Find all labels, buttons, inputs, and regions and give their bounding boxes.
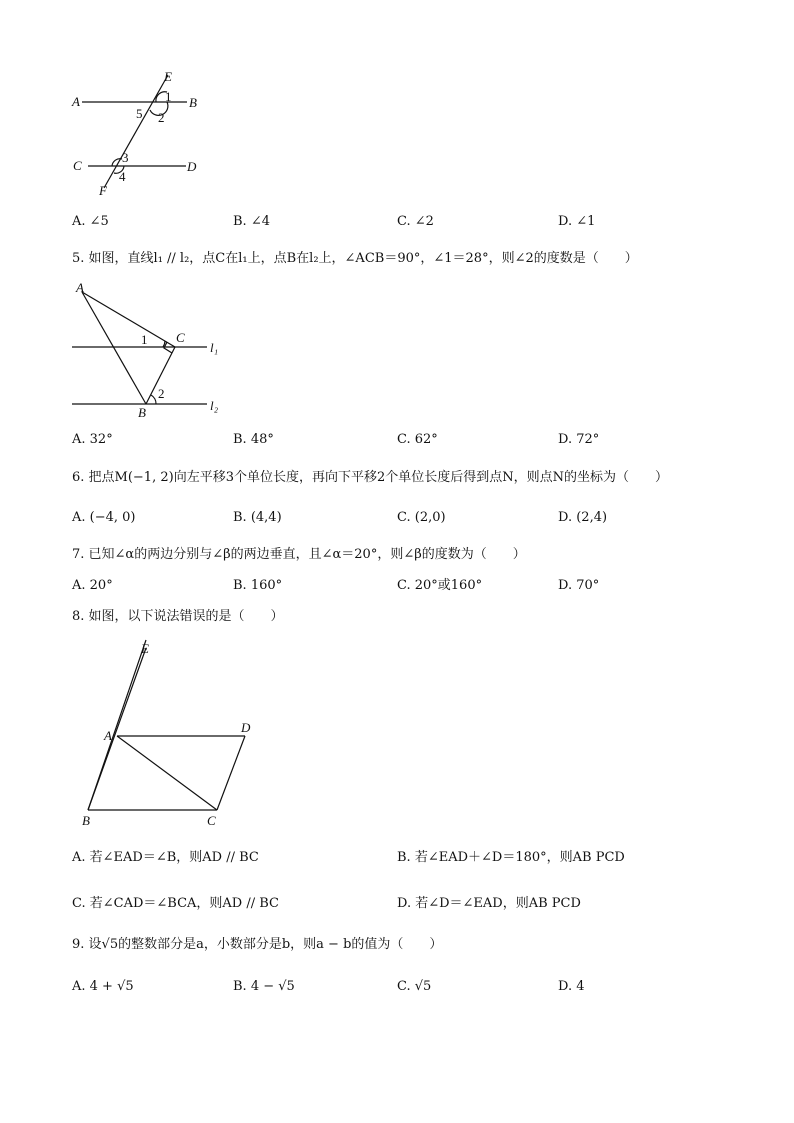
q9-option-a[interactable]: A. 4 + √5 xyxy=(72,979,134,994)
q8-figure xyxy=(75,640,265,835)
q5-option-a[interactable]: A. 32° xyxy=(72,432,113,447)
q9-option-c[interactable]: C. √5 xyxy=(397,979,432,994)
q5-option-c[interactable]: C. 62° xyxy=(397,432,438,447)
label-B: B xyxy=(82,813,90,828)
q5-option-d[interactable]: D. 72° xyxy=(558,432,600,447)
label-A: A xyxy=(104,728,112,743)
q8-option-d[interactable]: D. 若∠D＝∠EAD，则AB PCD xyxy=(397,896,581,911)
label-angle-3: 3 xyxy=(122,150,129,165)
label-F: F xyxy=(99,183,107,198)
q7-option-b[interactable]: B. 160° xyxy=(233,578,283,593)
label-angle-1: 1 xyxy=(165,89,172,104)
segment-dc xyxy=(217,736,245,810)
label-D: D xyxy=(241,720,251,735)
q6-option-a[interactable]: A. (−4, 0) xyxy=(72,510,136,525)
label-E: E xyxy=(141,641,149,656)
q4-option-a[interactable]: A. ∠5 xyxy=(72,214,109,229)
label-angle-4: 4 xyxy=(119,169,126,184)
label-D: D xyxy=(187,159,197,174)
label-l2: l₂ xyxy=(210,398,219,413)
segment-ac xyxy=(82,292,175,347)
q8-option-b[interactable]: B. 若∠EAD＋∠D＝180°，则AB PCD xyxy=(397,850,625,865)
q8-stem: 8. 如图，以下说法错误的是（ ） xyxy=(72,609,284,624)
q9-stem: 9. 设√5的整数部分是a，小数部分是b，则a − b的值为（ ） xyxy=(72,937,443,952)
label-A: A xyxy=(72,94,80,109)
q4-option-d[interactable]: D. ∠1 xyxy=(558,214,596,229)
label-E: E xyxy=(164,69,172,84)
q6-option-b[interactable]: B. (4,4) xyxy=(233,510,282,525)
q7-option-a[interactable]: A. 20° xyxy=(72,578,113,593)
q9-option-d[interactable]: D. 4 xyxy=(558,979,585,994)
segment-ab xyxy=(88,648,146,810)
label-C: C xyxy=(73,158,82,173)
q5-figure xyxy=(70,280,230,420)
line-ef xyxy=(104,75,168,188)
segment-ac xyxy=(117,736,217,810)
q4-option-b[interactable]: B. ∠4 xyxy=(233,214,270,229)
q5-stem: 5. 如图，直线l₁ // l₂，点C在l₁上，点B在l₂上，∠ACB＝90°，∠1＝28°，则∠2的度数是（ ） xyxy=(72,251,638,266)
q6-stem: 6. 把点M(−1, 2)向左平移3个单位长度，再向下平移2个单位长度后得到点N，则点N的坐标为（ ） xyxy=(72,470,668,485)
q9-option-b[interactable]: B. 4 − √5 xyxy=(233,979,295,994)
label-l1: l₁ xyxy=(210,340,219,355)
q7-stem: 7. 已知∠α的两边分别与∠β的两边垂直，且∠α＝20°，则∠β的度数为（ ） xyxy=(72,547,526,562)
label-A: A xyxy=(76,280,84,295)
q8-option-c[interactable]: C. 若∠CAD＝∠BCA，则AD // BC xyxy=(72,896,279,911)
q6-option-d[interactable]: D. (2,4) xyxy=(558,510,608,525)
label-angle-2: 2 xyxy=(158,110,165,125)
label-angle-5: 5 xyxy=(136,106,143,121)
label-B: B xyxy=(189,95,197,110)
segment-ab xyxy=(82,292,146,404)
label-B: B xyxy=(138,405,146,420)
label-C: C xyxy=(207,813,216,828)
label-angle-1: 1 xyxy=(141,332,148,347)
label-angle-2: 2 xyxy=(158,386,165,401)
q4-option-c[interactable]: C. ∠2 xyxy=(397,214,434,229)
q7-option-c[interactable]: C. 20°或160° xyxy=(397,578,483,593)
label-C: C xyxy=(176,330,185,345)
q8-option-a[interactable]: A. 若∠EAD＝∠B，则AD // BC xyxy=(72,850,259,865)
q7-option-d[interactable]: D. 70° xyxy=(558,578,600,593)
q6-option-c[interactable]: C. (2,0) xyxy=(397,510,446,525)
q4-figure xyxy=(70,69,210,198)
angle-arc-2 xyxy=(151,395,156,404)
q5-option-b[interactable]: B. 48° xyxy=(233,432,274,447)
